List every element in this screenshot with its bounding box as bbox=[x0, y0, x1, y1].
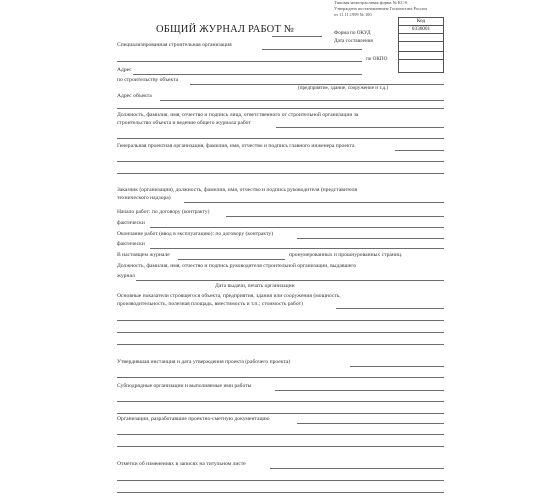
start-contract-label: Начало работ: по договору (контракту) bbox=[117, 209, 210, 215]
journal-number-line[interactable] bbox=[272, 36, 322, 37]
estimate-label: Организации, разработавшие проектно-сметную документацию bbox=[117, 416, 270, 422]
end-contract-label: Окончание работ (ввод в эксплуатацию): по договору (контракту) bbox=[117, 231, 274, 237]
page-title: ОБЩИЙ ЖУРНАЛ РАБОТ № bbox=[156, 24, 295, 35]
estimate-line-2[interactable] bbox=[117, 434, 444, 435]
journal-suffix: пронумерованных и прошнурованных страниц. bbox=[289, 252, 403, 258]
object-address-label: Адрес объекта bbox=[117, 93, 152, 99]
okpo-label: по ОКПО bbox=[366, 56, 388, 62]
object-hint: (предприятие, здание, сооружение и т.д.) bbox=[298, 85, 389, 91]
estimate-line[interactable] bbox=[297, 423, 444, 424]
code-heading-cell bbox=[399, 18, 443, 26]
approval-line-2[interactable] bbox=[117, 377, 444, 378]
journal-pages-line[interactable] bbox=[178, 259, 285, 260]
changes-label: Отметки об изменениях в записях на титульном листе bbox=[117, 461, 246, 467]
approval-line[interactable] bbox=[350, 366, 444, 367]
object-address-line[interactable] bbox=[160, 100, 444, 101]
chief-engineer-line-3[interactable] bbox=[117, 173, 444, 174]
object-label: по строительству объекта bbox=[117, 77, 179, 83]
subcontractors-line-3[interactable] bbox=[117, 413, 444, 414]
subcontractors-line[interactable] bbox=[275, 390, 444, 391]
org-label: Специализированная строительная организация bbox=[117, 42, 232, 48]
customer-line[interactable] bbox=[184, 202, 444, 203]
chief-engineer-label: Генеральная проектная организация, фамилия, имя, отчество и подпись главного инженера проекта bbox=[117, 143, 355, 149]
chief-engineer-line-2[interactable] bbox=[117, 161, 444, 162]
subcontractors-line-2[interactable] bbox=[117, 401, 444, 402]
okud-label: Форма по ОКУД bbox=[334, 30, 371, 36]
form-note-line-1: Типовая межотраслевая форма № КС-6 bbox=[334, 0, 408, 5]
issuer-line[interactable] bbox=[136, 280, 444, 281]
changes-line-3[interactable] bbox=[117, 492, 444, 493]
start-actual-line[interactable] bbox=[150, 227, 444, 228]
code-box bbox=[398, 17, 444, 73]
date-cell[interactable] bbox=[399, 34, 443, 42]
issue-date-label: Дата выдачи, печать организации bbox=[215, 283, 295, 289]
indicators-line[interactable] bbox=[336, 308, 444, 309]
end-actual-line[interactable] bbox=[150, 248, 444, 249]
org-line[interactable] bbox=[262, 49, 362, 50]
address-label: Адрес bbox=[117, 67, 132, 73]
approval-label: Утвердившая инстанция и дата утверждения проекта (рабочего проекта) bbox=[117, 359, 291, 365]
indicators-line-3[interactable] bbox=[117, 332, 444, 333]
issuer-label-2: журнал bbox=[117, 273, 135, 279]
indicators-label-1: Основные показатели строящегося объекта, предприятия, здания или сооружения (мощность, bbox=[117, 293, 341, 299]
customer-label-2: технического надзора) bbox=[117, 195, 171, 201]
subcontractors-label: Субподрядные организации и выполняемые ими работы bbox=[117, 383, 252, 389]
okpo-cell[interactable] bbox=[399, 51, 443, 60]
reserve-cell[interactable] bbox=[399, 42, 443, 50]
customer-label-1: Заказчик (организация), должность, фамилия, имя, отчество и подпись руководителя (представителя bbox=[117, 187, 358, 193]
form-note-line-2: Утверждена постановлением Госкомстата России bbox=[334, 6, 427, 11]
indicators-line-2[interactable] bbox=[117, 320, 444, 321]
form-note-line-3: от 11.11.1999 № 100 bbox=[334, 12, 372, 17]
end-actual-label: фактически bbox=[117, 241, 145, 247]
address-line[interactable] bbox=[133, 74, 362, 75]
changes-line[interactable] bbox=[270, 468, 444, 469]
responsible-label-1: Должность, фамилия, имя, отчество и подпись лица, ответственного от строительной организации за bbox=[117, 112, 359, 118]
estimate-line-3[interactable] bbox=[117, 446, 444, 447]
date-label: Дата составления bbox=[334, 38, 373, 44]
org-line-2[interactable] bbox=[117, 61, 362, 62]
chief-engineer-line[interactable] bbox=[395, 150, 444, 151]
object-address-line-2[interactable] bbox=[117, 108, 444, 109]
indicators-line-4[interactable] bbox=[117, 344, 444, 345]
responsible-label-2: строительство объекта и ведение общего журнала работ bbox=[117, 120, 251, 126]
code-heading: Код bbox=[416, 18, 426, 24]
responsible-line[interactable] bbox=[276, 127, 444, 128]
journal-prefix: В настоящем журнале bbox=[117, 252, 170, 258]
start-contract-line[interactable] bbox=[226, 216, 444, 217]
issuer-label-1: Должность, фамилия, имя, отчество и подпись руководителя строительной организации, выдавшего bbox=[117, 263, 357, 269]
end-contract-line[interactable] bbox=[297, 238, 444, 239]
indicators-label-2: производительность, полезная площадь, вместимость и т.п.; стоимость работ) bbox=[117, 301, 303, 307]
responsible-line-2[interactable] bbox=[117, 138, 444, 139]
okud-cell bbox=[399, 26, 443, 34]
changes-line-2[interactable] bbox=[117, 480, 444, 481]
okud-value: 0336001 bbox=[411, 26, 431, 32]
start-actual-label: фактически bbox=[117, 220, 145, 226]
